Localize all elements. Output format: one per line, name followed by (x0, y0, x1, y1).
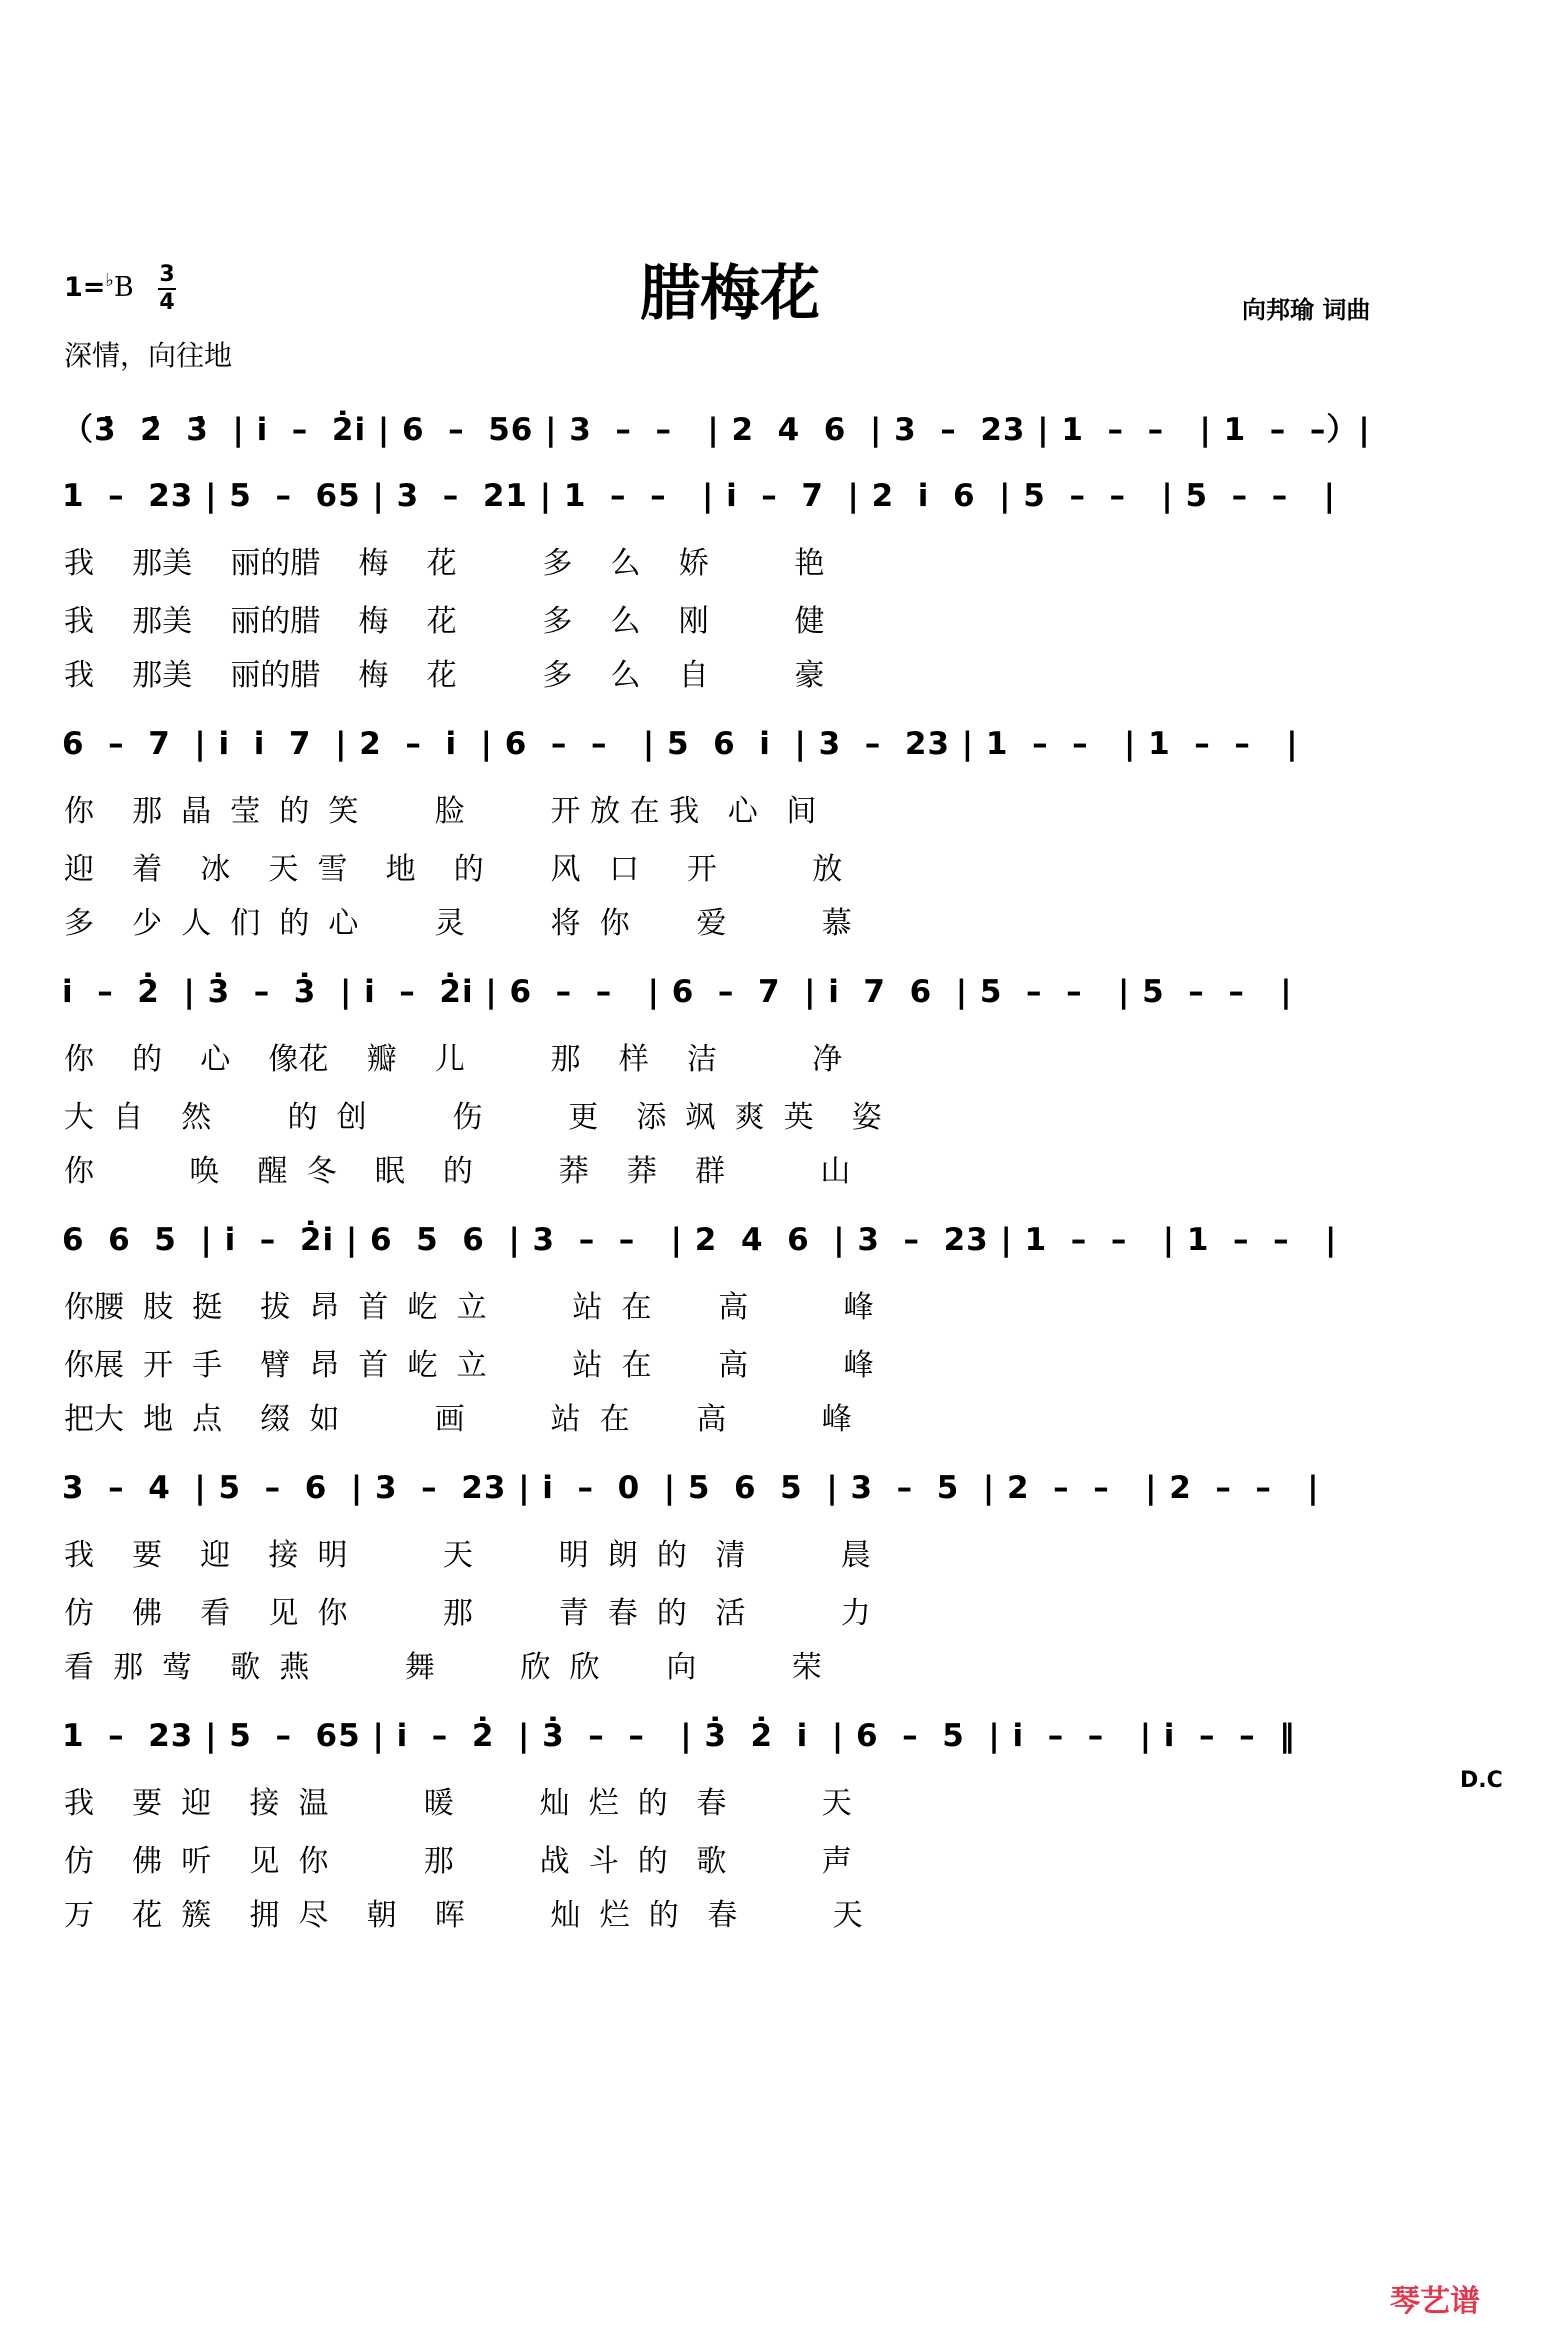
lyric-line: 我 那美 丽的腊 梅 花 多 么 自 豪 (64, 658, 825, 693)
lyric-line: 万 花 簇 拥 尽 朝 晖 灿 烂 的 春 天 (64, 1898, 863, 1933)
lyric-line: 我 要 迎 接 温 暖 灿 烂 的 春 天 (64, 1786, 852, 1821)
time-signature (158, 262, 176, 316)
flat-sign: ♭ (105, 270, 114, 291)
key-signature (64, 270, 134, 303)
lyric-line: 仿 佛 听 见 你 那 战 斗 的 歌 声 (64, 1844, 852, 1879)
lyric-line: 你 唤 醒 冬 眠 的 莽 莽 群 山 (64, 1154, 851, 1189)
site-logo: 琴艺谱 (1390, 2284, 1480, 2319)
tempo-marking: 深情，向往地 (64, 339, 233, 372)
lyric-line: 大 自 然 的 创 伤 更 添 飒 爽 英 姿 (64, 1100, 882, 1135)
author-credit: 向邦瑜 词曲 (1242, 296, 1371, 324)
notation-line: （3̇ 2̇ 3̇ | i – 2̇i | 6 – 56 | 3 – – | 2 4 6 | 3 – 23 | 1 – – | 1 – –）| (62, 412, 1371, 448)
lyric-line: 仿 佛 看 见 你 那 青 春 的 活 力 (64, 1596, 871, 1631)
lyric-line: 你展 开 手 臂 昂 首 屹 立 站 在 高 峰 (64, 1348, 874, 1383)
page-title: 腊梅花 (640, 259, 820, 329)
lyric-line: 把大 地 点 缀 如 画 站 在 高 峰 (64, 1402, 852, 1437)
notation-line: 1 – 23 | 5 – 65 | 3 – 21 | 1 – – | i – 7 | 2 i 6 | 5 – – | 5 – – | (62, 478, 1336, 514)
lyric-line: 迎 着 冰 天 雪 地 的 风 口 开 放 (64, 852, 843, 887)
lyric-line: 你 的 心 像花 瓣 儿 那 样 洁 净 (64, 1042, 843, 1077)
key-note: B (113, 272, 134, 303)
lyric-line: 我 那美 丽的腊 梅 花 多 么 刚 健 (64, 604, 825, 639)
notation-line: 3 – 4 | 5 – 6 | 3 – 23 | i – 0 | 5 6 5 | 3 – 5 | 2 – – | 2 – – | (62, 1470, 1320, 1506)
da-capo-mark: D.C (1460, 1768, 1503, 1793)
lyric-line: 多 少 人 们 的 心 灵 将 你 爱 慕 (64, 906, 852, 941)
lyric-line: 我 那美 丽的腊 梅 花 多 么 娇 艳 (64, 546, 825, 581)
notation-line: 6 6 5 | i – 2̇i | 6 5 6 | 3 – – | 2 4 6 | 3 – 23 | 1 – – | 1 – – | (62, 1222, 1338, 1258)
time-bottom: 4 (159, 290, 175, 315)
lyric-line: 看 那 莺 歌 燕 舞 欣 欣 向 荣 (64, 1650, 822, 1685)
lyric-line: 你腰 肢 挺 拔 昂 首 屹 立 站 在 高 峰 (64, 1290, 874, 1325)
time-top: 3 (159, 262, 175, 287)
notation-line: 6 – 7 | i i 7 | 2 – i | 6 – – | 5 6 i | 3 – 23 | 1 – – | 1 – – | (62, 726, 1299, 762)
notation-line: 1 – 23 | 5 – 65 | i – 2̇ | 3̇ – – | 3̇ 2̇ i | 6 – 5 | i – – | i – – ‖ (62, 1718, 1296, 1754)
lyric-line: 我 要 迎 接 明 天 明 朗 的 清 晨 (64, 1538, 871, 1573)
key-label: 1= (64, 272, 106, 303)
notation-line: i – 2̇ | 3̇ – 3̇ | i – 2̇i | 6 – – | 6 – 7 | i 7 6 | 5 – – | 5 – – | (62, 974, 1293, 1010)
lyric-line: 你 那 晶 莹 的 笑 脸 开 放 在 我 心 间 (64, 794, 817, 829)
